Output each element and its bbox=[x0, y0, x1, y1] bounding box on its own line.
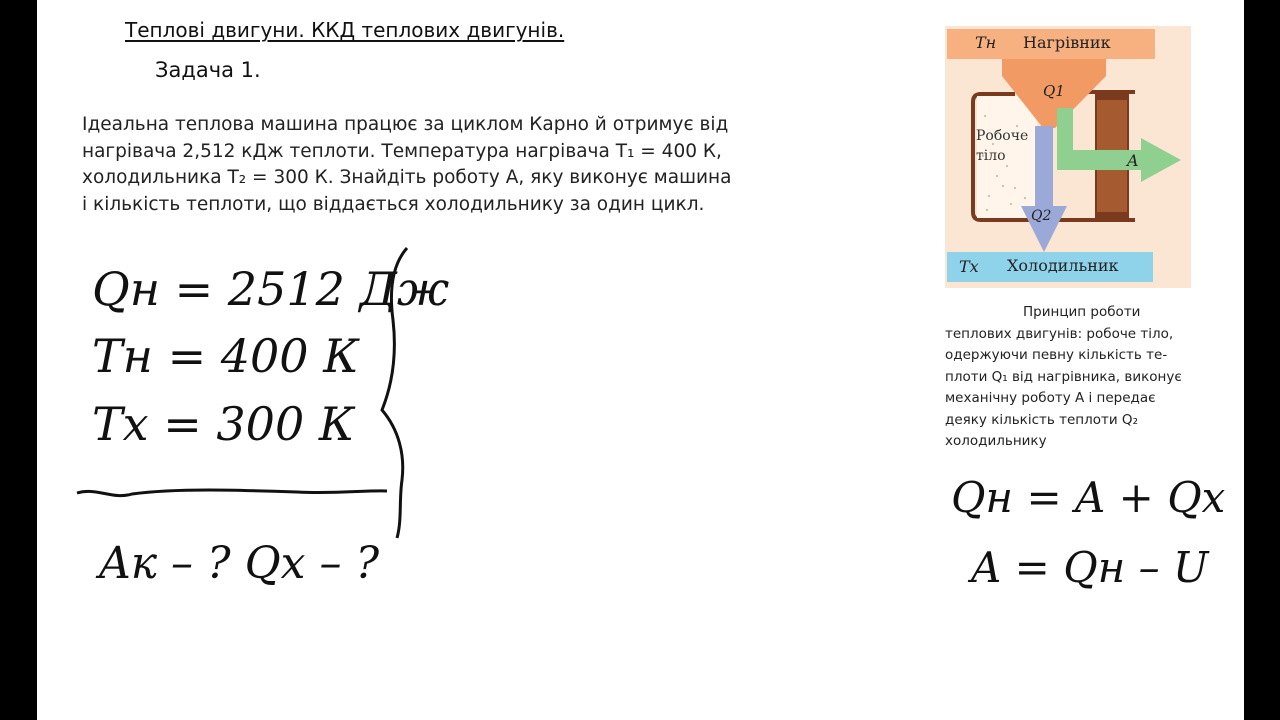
texture-dot bbox=[996, 175, 998, 177]
given-brace bbox=[382, 248, 407, 538]
problem-line: і кількість теплоти, що віддається холодильнику за один цикл. bbox=[82, 193, 705, 215]
heater-symbol: Tн bbox=[975, 33, 997, 52]
formula-energy-balance: Qн = A + Qх bbox=[951, 473, 1226, 522]
heat-engine-diagram bbox=[945, 26, 1191, 288]
heater-label: Нагрівник bbox=[1023, 33, 1111, 52]
texture-dot bbox=[988, 195, 990, 197]
given-divider-line bbox=[77, 490, 387, 496]
texture-dot bbox=[1006, 165, 1008, 167]
caption-line: теплових двигунів: робоче тіло, bbox=[945, 325, 1174, 342]
problem-statement bbox=[82, 112, 832, 218]
texture-dot bbox=[1016, 125, 1018, 127]
given-q-heater: Qн = 2512 Дж bbox=[92, 262, 450, 316]
q2-label: Q2 bbox=[1031, 208, 1052, 224]
caption-line: плоти Q₁ від нагрівника, виконує bbox=[945, 368, 1182, 385]
texture-dot bbox=[1014, 187, 1016, 189]
given-t-cooler: Tх = 300 К bbox=[92, 397, 355, 451]
texture-dot bbox=[984, 115, 986, 117]
texture-dot bbox=[1024, 197, 1026, 199]
task-label: Задача 1. bbox=[155, 58, 261, 82]
caption-line: одержуючи певну кількість те- bbox=[945, 347, 1168, 363]
page-title: Теплові двигуни. ККД теплових двигунів. bbox=[125, 18, 565, 42]
page bbox=[37, 0, 1244, 720]
caption-line: холодильнику bbox=[945, 433, 1047, 449]
diagram-caption bbox=[945, 302, 1195, 453]
work-label: A bbox=[1127, 151, 1139, 170]
q1-label: Q1 bbox=[1043, 82, 1065, 100]
texture-dot bbox=[1010, 203, 1012, 205]
formula-work: A = Qн – U bbox=[971, 543, 1209, 592]
cooler-symbol: Tх bbox=[959, 257, 979, 276]
unknowns-line: Aк – ? Qх – ? bbox=[99, 538, 380, 589]
caption-line: деяку кількість теплоти Q₂ bbox=[945, 411, 1138, 428]
cooler-label: Холодильник bbox=[1007, 256, 1119, 275]
working-body-label: Робоче bbox=[976, 128, 1029, 144]
problem-line: холодильника T₂ = 300 К. Знайдіть роботу A, яку виконує машина bbox=[82, 167, 732, 188]
caption-line: Принцип роботи bbox=[1023, 304, 1141, 320]
texture-dot bbox=[986, 209, 988, 211]
problem-line: Ідеальна теплова машина працює за циклом Карно й отримує від bbox=[82, 114, 729, 135]
texture-dot bbox=[1002, 185, 1004, 187]
working-body-label: тіло bbox=[976, 148, 1006, 164]
problem-line: нагрівача 2,512 кДж теплоти. Температура нагрівача T₁ = 400 К, bbox=[82, 140, 722, 162]
given-t-heater: Tн = 400 К bbox=[92, 329, 359, 383]
caption-line: механічну роботу A і передає bbox=[945, 390, 1156, 406]
